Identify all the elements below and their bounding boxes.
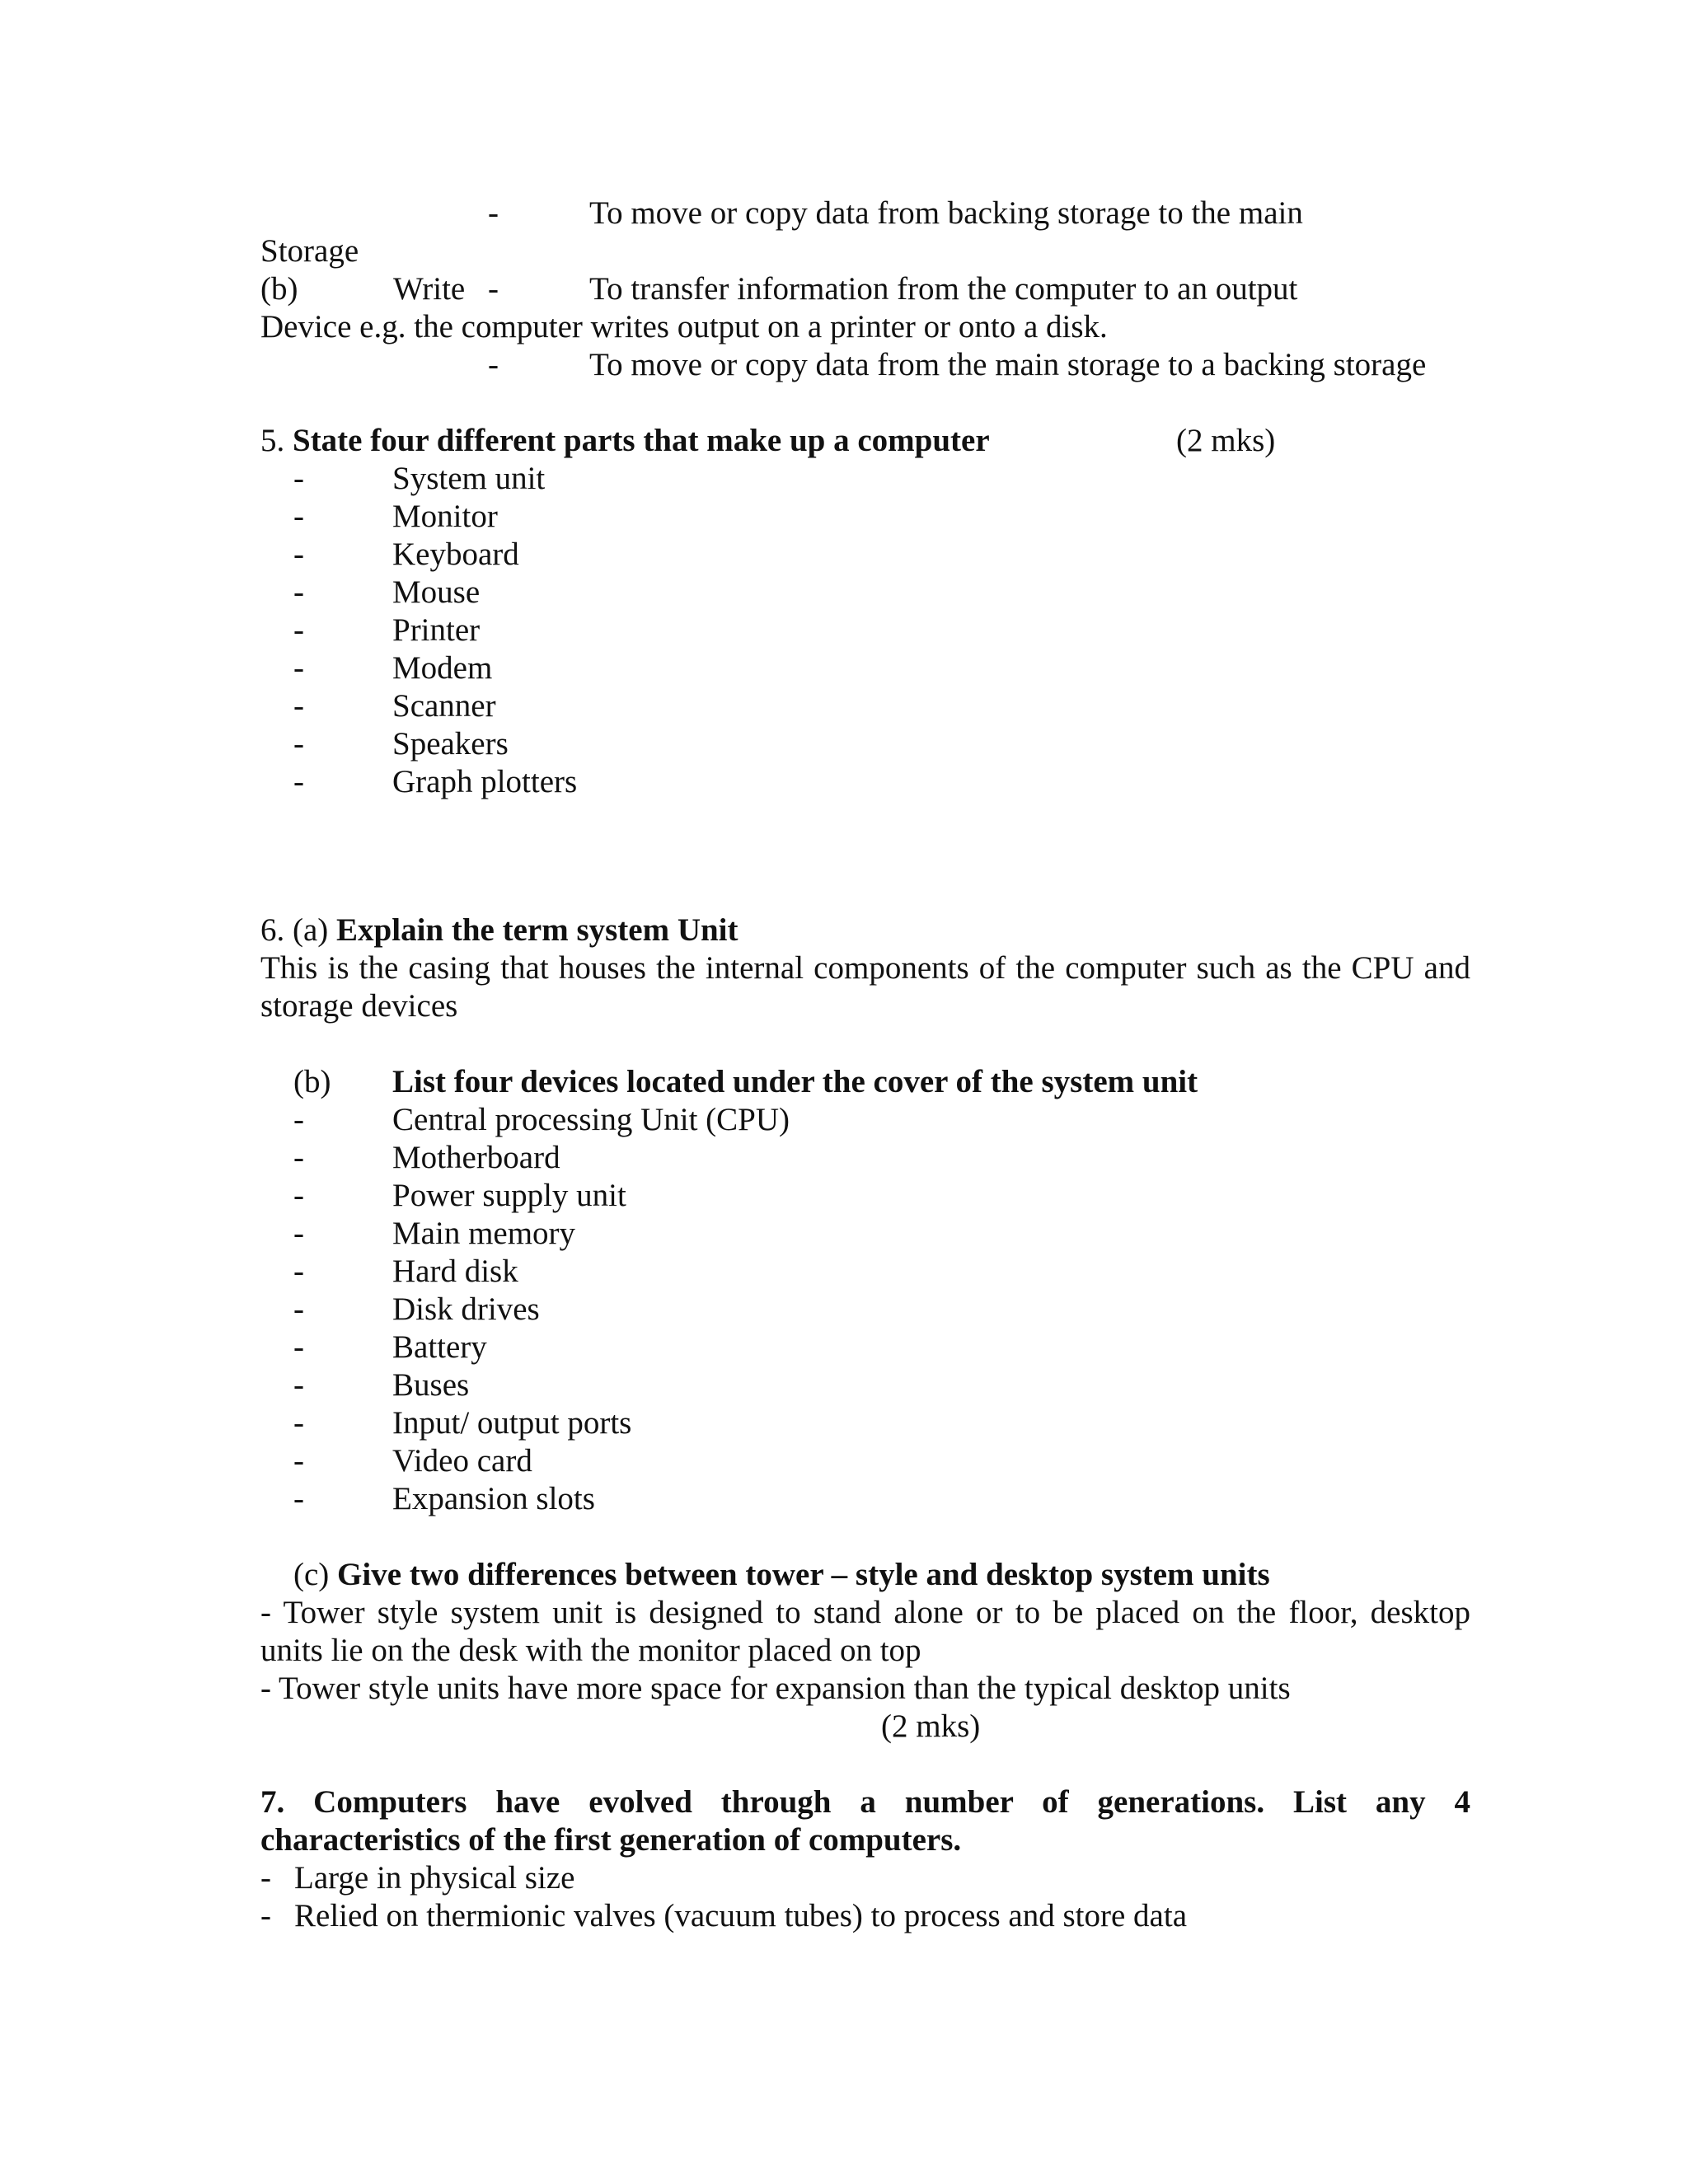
list-item: Central processing Unit (CPU) — [392, 1102, 790, 1137]
dash: - — [488, 347, 499, 382]
list-item: Expansion slots — [392, 1481, 595, 1516]
list-item: Motherboard — [392, 1140, 560, 1175]
list-item: Large in physical size — [294, 1860, 575, 1896]
bullet: - — [293, 1405, 304, 1441]
list-item: System unit — [392, 461, 546, 496]
marks-label: (2 mks) — [881, 1708, 981, 1744]
list-item: Modem — [392, 650, 493, 686]
bullet: - — [293, 1329, 304, 1365]
bullet: - — [293, 1216, 304, 1251]
bullet: - — [293, 1102, 304, 1137]
question-text: State four different parts that make up a computer — [293, 423, 990, 458]
label-c: (c) — [293, 1557, 330, 1592]
list-item: Main memory — [392, 1216, 576, 1251]
list-item: Printer — [392, 612, 481, 648]
list-item: Keyboard — [392, 537, 519, 572]
answer-6c-1-line-2: units lie on the desk with the monitor placed on top — [260, 1633, 921, 1668]
question-6a — [260, 912, 738, 949]
bullet: - — [293, 1254, 304, 1289]
list-item: Hard disk — [392, 1254, 518, 1289]
question-number: 5. — [260, 423, 285, 458]
bullet: - — [293, 764, 304, 799]
bullet: - — [260, 1860, 271, 1896]
bullet: - — [293, 688, 304, 724]
question-5 — [260, 422, 990, 460]
storage-word: Storage — [260, 233, 359, 269]
bullet: - — [293, 726, 304, 762]
list-item: Input/ output ports — [392, 1405, 632, 1441]
list-item: Graph plotters — [392, 764, 578, 799]
dash: - — [488, 195, 499, 231]
answer-6a-line-2: storage devices — [260, 988, 458, 1024]
bullet: - — [293, 612, 304, 648]
list-item: Relied on thermionic valves (vacuum tubes) to process and store data — [294, 1898, 1188, 1933]
marks-label: (2 mks) — [1176, 423, 1276, 458]
list-item: Speakers — [392, 726, 509, 762]
list-item: Battery — [392, 1329, 487, 1365]
list-item: Mouse — [392, 574, 481, 610]
label-b: (b) — [260, 271, 298, 307]
list-item: Disk drives — [392, 1291, 540, 1327]
list-item: Monitor — [392, 499, 498, 534]
answer-6c-1-line-1: - Tower style system unit is designed to stand alone or to be placed on the floor, desktop — [260, 1595, 1470, 1630]
question-7-line-1: 7. Computers have evolved through a number of generations. List any 4 — [260, 1784, 1470, 1820]
bullet: - — [260, 1898, 271, 1933]
label-b: (b) — [293, 1064, 331, 1099]
list-item: Video card — [392, 1443, 532, 1479]
list-item: Scanner — [392, 688, 496, 724]
bullet: - — [293, 1443, 304, 1479]
write-term: Write — [393, 271, 466, 307]
write-definition-cont: Device e.g. the computer writes output on a printer or onto a disk. — [260, 309, 1108, 344]
bullet: - — [293, 499, 304, 534]
list-item: Buses — [392, 1367, 470, 1403]
bullet: - — [293, 1481, 304, 1516]
bullet: - — [293, 461, 304, 496]
read-definition-line: To move or copy data from backing storage to the main — [589, 195, 1303, 231]
question-7-line-2: characteristics of the first generation of computers. — [260, 1822, 962, 1858]
bullet: - — [293, 574, 304, 610]
list-item: Power supply unit — [392, 1178, 626, 1213]
bullet: - — [293, 1178, 304, 1213]
answer-6c-2: - Tower style units have more space for expansion than the typical desktop units — [260, 1671, 1291, 1706]
bullet: - — [293, 537, 304, 572]
question-text: Explain the term system Unit — [336, 912, 738, 948]
dash: - — [488, 271, 499, 307]
question-6c — [293, 1556, 1270, 1594]
answer-6a-line-1: This is the casing that houses the internal components of the computer such as the CPU and — [260, 950, 1470, 986]
write-definition-line-2: To move or copy data from the main storage to a backing storage — [589, 347, 1427, 382]
bullet: - — [293, 1367, 304, 1403]
write-definition-line: To transfer information from the computer to an output — [589, 271, 1298, 307]
bullet: - — [293, 1291, 304, 1327]
question-6b: List four devices located under the cover of the system unit — [392, 1064, 1198, 1099]
question-text: Give two differences between tower – style and desktop system units — [337, 1557, 1270, 1592]
bullet: - — [293, 1140, 304, 1175]
bullet: - — [293, 650, 304, 686]
question-number: 6. (a) — [260, 912, 329, 948]
